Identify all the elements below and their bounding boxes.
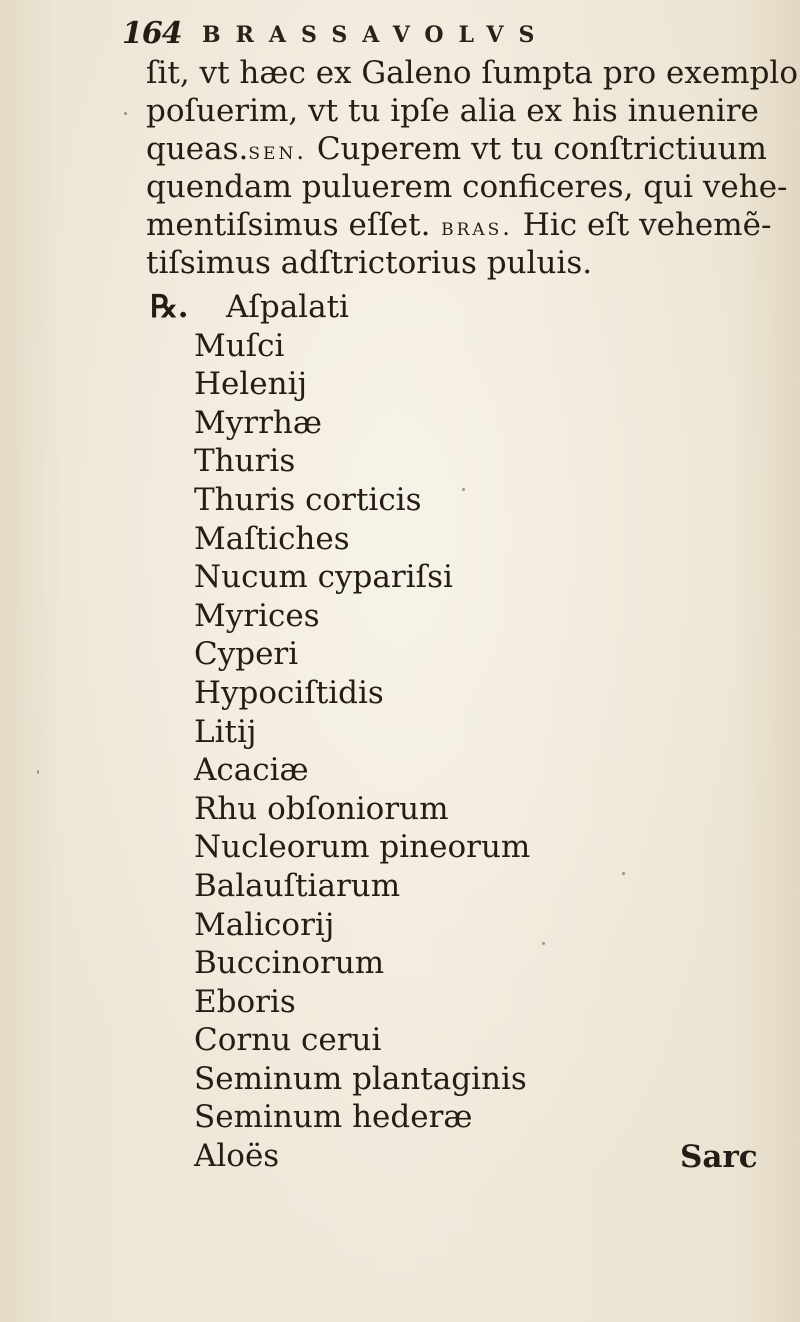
prose-text: queas. [146,131,249,167]
prose-line-6: tiſsimus adſtrictorius puluis. [146,245,593,281]
prose-line-2: poſuerim, vt tu ipſe alia ex his inuenire [146,93,759,129]
ingredient-item: Buccinorum [194,945,385,982]
ingredient-item: Nucum cypariſsi [194,559,453,596]
ingredient-item: Maſtiches [194,520,350,557]
ingredient-list [194,288,530,1176]
ingredient-item: Rhu obſoniorum [194,790,449,827]
ingredient-item: Myrrhæ [194,404,322,441]
ingredient-item: Nucleorum pineorum [194,829,531,866]
ingredient-item: Thuris corticis [194,481,422,518]
paper-speck [37,770,39,774]
prose-paragraph [146,54,799,282]
paper-speck [124,112,127,115]
page-header [112,10,672,50]
ingredient-item: Helenij [194,366,308,403]
page-number: 164 [122,16,182,51]
ingredient-item: Malicorij [194,906,335,943]
speaker-bras: bras. [430,213,513,241]
ingredient-item: Cyperi [194,636,299,673]
prose-text: mentiſsimus eſſet. [146,207,431,243]
running-head: BRASSAVOLVS [202,22,550,48]
prose-line-1: ſit, vt hæc ex Galeno ſumpta pro exemplo [146,55,799,91]
ingredient-item: Litij [194,713,257,750]
ingredient-item: Myrices [194,597,320,634]
paper-speck [542,942,545,945]
ingredient-item: Aloës [194,1138,280,1175]
ingredient-item: Seminum hederæ [194,1099,473,1136]
ingredient-item: Eboris [194,983,296,1020]
prose-line-4: quendam puluerem conficeres, qui vehe- [146,169,788,205]
paper-speck [462,488,465,491]
ingredient-item: Balauſtiarum [194,867,401,904]
catchword: Sarc [680,1139,758,1175]
ingredient-item: Cornu cerui [194,1022,382,1059]
prose-text: Cuperem vt tu conſtrictiuum [306,131,767,167]
recipe-symbol: ℞. [150,289,189,325]
prose-text: Hic eſt vehemẽ- [512,207,772,243]
ingredient-item: Acaciæ [194,752,309,789]
ingredient-item: Hypociſtidis [194,674,384,711]
ingredient-item: Muſci [194,327,285,364]
speaker-sen: sen. [248,137,307,165]
ingredient-item: Seminum plantaginis [194,1060,527,1097]
prose-line-5 [146,206,786,244]
ingredient-item: Aſpalati [226,289,349,325]
ingredient-item: Thuris [194,443,296,480]
prose-line-3 [146,130,786,168]
paper-speck [622,872,625,875]
